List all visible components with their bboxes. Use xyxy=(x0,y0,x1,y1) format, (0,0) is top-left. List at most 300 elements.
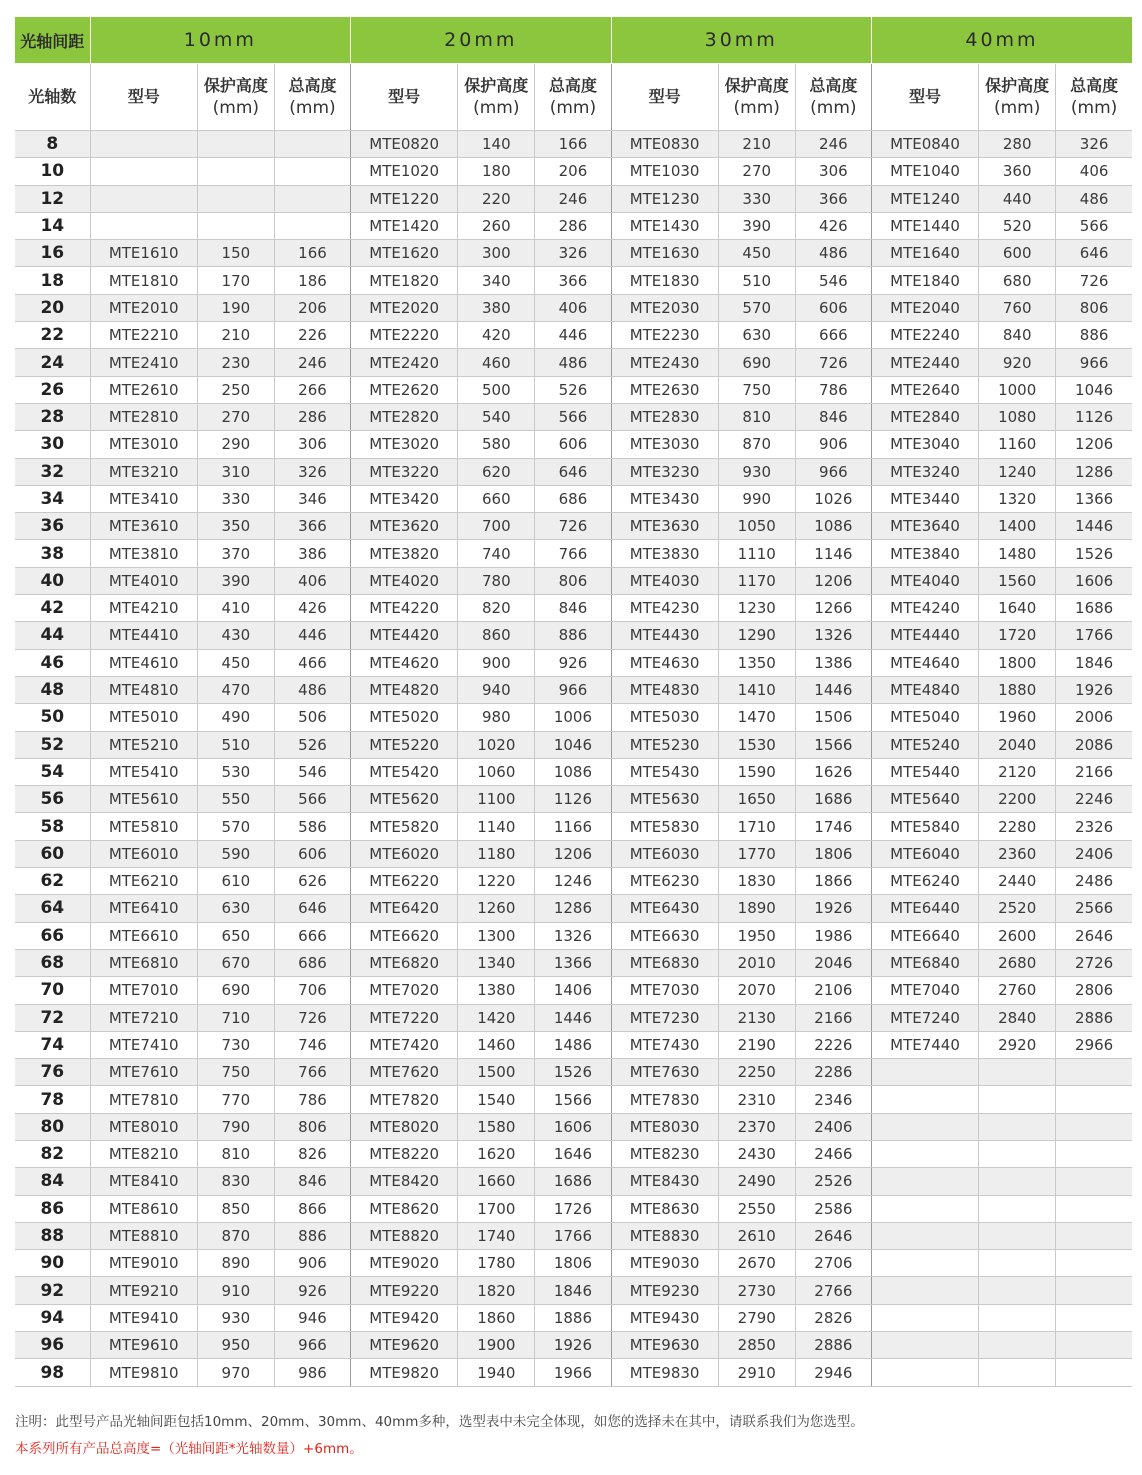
group-header-30mm: 30mm xyxy=(611,17,871,64)
table-row xyxy=(15,1250,1132,1277)
model-cell: MTE3830 xyxy=(611,540,718,567)
model-cell: MTE8630 xyxy=(611,1195,718,1222)
shaft-count-cell: 68 xyxy=(15,949,90,976)
total-height-cell: 666 xyxy=(274,922,350,949)
protect-height-cell: 1240 xyxy=(979,458,1056,485)
table-row xyxy=(15,786,1132,813)
total-height-cell: 2346 xyxy=(795,1086,871,1113)
protect-height-cell: 410 xyxy=(197,595,274,622)
total-height-cell: 306 xyxy=(274,431,350,458)
protect-height-cell: 390 xyxy=(197,567,274,594)
total-height-cell: 946 xyxy=(274,1304,350,1331)
model-cell: MTE6810 xyxy=(90,949,197,976)
protect-height-cell: 2730 xyxy=(718,1277,795,1304)
protect-height-cell: 1710 xyxy=(718,813,795,840)
table-row xyxy=(15,704,1132,731)
model-cell: MTE7810 xyxy=(90,1086,197,1113)
protect-height-cell: 270 xyxy=(197,403,274,430)
model-cell: MTE8830 xyxy=(611,1222,718,1249)
model-cell: MTE9630 xyxy=(611,1332,718,1359)
model-cell: MTE5440 xyxy=(871,758,978,785)
model-cell: MTE6640 xyxy=(871,922,978,949)
model-cell: MTE6840 xyxy=(871,949,978,976)
total-height-cell: 1206 xyxy=(795,567,871,594)
protect-height-cell: 140 xyxy=(458,131,535,158)
model-cell: MTE5820 xyxy=(351,813,458,840)
total-height-cell: 486 xyxy=(1056,185,1132,212)
table-row xyxy=(15,676,1132,703)
shaft-count-cell: 88 xyxy=(15,1222,90,1249)
protect-height-cell: 950 xyxy=(197,1332,274,1359)
protect-height-cell: 550 xyxy=(197,786,274,813)
total-height-cell: 2246 xyxy=(1056,786,1132,813)
protect-height-cell: 600 xyxy=(979,240,1056,267)
shaft-count-cell: 52 xyxy=(15,731,90,758)
model-cell: MTE3640 xyxy=(871,513,978,540)
total-height-cell: 726 xyxy=(274,1004,350,1031)
protect-height-cell: 1020 xyxy=(458,731,535,758)
total-height-cell: 486 xyxy=(274,676,350,703)
total-height-cell: 526 xyxy=(535,376,611,403)
table-row xyxy=(15,1222,1132,1249)
model-cell: MTE1440 xyxy=(871,212,978,239)
protect-height-cell xyxy=(979,1277,1056,1304)
model-cell: MTE5630 xyxy=(611,786,718,813)
model-cell: MTE3430 xyxy=(611,485,718,512)
protect-height-cell: 970 xyxy=(197,1359,274,1386)
protect-height-cell: 570 xyxy=(197,813,274,840)
shaft-count-cell: 48 xyxy=(15,676,90,703)
model-cell: MTE7230 xyxy=(611,1004,718,1031)
protect-height-cell: 760 xyxy=(979,294,1056,321)
shaft-count-cell: 78 xyxy=(15,1086,90,1113)
total-height-cell xyxy=(1056,1304,1132,1331)
model-cell: MTE7630 xyxy=(611,1059,718,1086)
protect-height-cell: 1530 xyxy=(718,731,795,758)
protect-height-cell: 1400 xyxy=(979,513,1056,540)
table-row xyxy=(15,977,1132,1004)
model-cell: MTE3020 xyxy=(351,431,458,458)
model-cell: MTE1240 xyxy=(871,185,978,212)
protect-height-cell: 750 xyxy=(718,376,795,403)
protect-height-cell: 930 xyxy=(718,458,795,485)
total-height-cell: 1326 xyxy=(535,922,611,949)
protect-height-cell: 2360 xyxy=(979,840,1056,867)
total-height-cell xyxy=(1056,1168,1132,1195)
total-height-cell: 726 xyxy=(795,349,871,376)
model-cell: MTE3840 xyxy=(871,540,978,567)
protect-height-cell: 2070 xyxy=(718,977,795,1004)
protect-height-cell xyxy=(979,1140,1056,1167)
model-cell: MTE8410 xyxy=(90,1168,197,1195)
model-cell: MTE2830 xyxy=(611,403,718,430)
table-row xyxy=(15,949,1132,976)
total-height-cell: 966 xyxy=(274,1332,350,1359)
model-cell: MTE4030 xyxy=(611,567,718,594)
total-height-cell xyxy=(274,185,350,212)
protect-height-cell: 340 xyxy=(458,267,535,294)
protect-height-cell: 900 xyxy=(458,649,535,676)
protect-height-cell: 2250 xyxy=(718,1059,795,1086)
total-height-cell: 346 xyxy=(274,485,350,512)
model-cell: MTE5640 xyxy=(871,786,978,813)
protect-height-cell: 2280 xyxy=(979,813,1056,840)
model-cell: MTE3210 xyxy=(90,458,197,485)
protect-height-cell xyxy=(979,1059,1056,1086)
total-height-cell: 626 xyxy=(274,868,350,895)
model-cell: MTE6410 xyxy=(90,895,197,922)
total-height-cell: 1166 xyxy=(535,813,611,840)
model-cell: MTE5210 xyxy=(90,731,197,758)
total-height-cell: 486 xyxy=(535,349,611,376)
protect-height-column-header xyxy=(979,64,1056,131)
protect-height-cell: 1700 xyxy=(458,1195,535,1222)
protect-height-cell: 190 xyxy=(197,294,274,321)
total-height-cell: 366 xyxy=(795,185,871,212)
protect-height-cell: 1770 xyxy=(718,840,795,867)
total-height-cell: 2706 xyxy=(795,1250,871,1277)
table-row xyxy=(15,267,1132,294)
total-height-cell: 226 xyxy=(274,322,350,349)
protect-height-cell: 730 xyxy=(197,1031,274,1058)
total-height-cell: 1286 xyxy=(1056,458,1132,485)
protect-height-label: 保护高度 xyxy=(985,76,1050,95)
protect-height-cell: 1380 xyxy=(458,977,535,1004)
model-cell: MTE2040 xyxy=(871,294,978,321)
total-height-cell: 1926 xyxy=(535,1332,611,1359)
model-cell: MTE6040 xyxy=(871,840,978,867)
model-cell: MTE3820 xyxy=(351,540,458,567)
protect-height-cell: 250 xyxy=(197,376,274,403)
protect-height-cell xyxy=(979,1304,1056,1331)
total-height-cell: 2086 xyxy=(1056,731,1132,758)
protect-height-cell: 810 xyxy=(718,403,795,430)
total-height-label: 总高度 xyxy=(1070,76,1119,95)
shaft-count-cell: 20 xyxy=(15,294,90,321)
total-height-cell: 266 xyxy=(274,376,350,403)
unit-label: (mm) xyxy=(1070,98,1118,118)
protect-height-cell: 1940 xyxy=(458,1359,535,1386)
total-height-cell: 1966 xyxy=(535,1359,611,1386)
model-cell: MTE4820 xyxy=(351,676,458,703)
total-height-cell: 1766 xyxy=(1056,622,1132,649)
shaft-count-cell: 58 xyxy=(15,813,90,840)
unit-label: (mm) xyxy=(473,98,520,118)
protect-height-cell: 2120 xyxy=(979,758,1056,785)
model-cell: MTE8430 xyxy=(611,1168,718,1195)
protect-height-cell: 810 xyxy=(197,1140,274,1167)
total-height-cell: 2766 xyxy=(795,1277,871,1304)
total-height-cell: 1146 xyxy=(795,540,871,567)
model-cell: MTE4220 xyxy=(351,595,458,622)
total-height-cell: 486 xyxy=(795,240,871,267)
total-height-cell: 686 xyxy=(274,949,350,976)
total-height-cell: 806 xyxy=(535,567,611,594)
shaft-count-cell: 38 xyxy=(15,540,90,567)
model-cell: MTE4410 xyxy=(90,622,197,649)
protect-height-cell xyxy=(197,158,274,185)
protect-height-cell: 520 xyxy=(979,212,1056,239)
total-height-cell: 326 xyxy=(535,240,611,267)
model-cell: MTE1830 xyxy=(611,267,718,294)
unit-label: (mm) xyxy=(733,98,780,118)
total-height-cell: 1926 xyxy=(795,895,871,922)
total-height-cell: 1326 xyxy=(795,622,871,649)
protect-height-cell: 430 xyxy=(197,622,274,649)
protect-height-cell: 630 xyxy=(197,895,274,922)
total-height-cell: 2166 xyxy=(1056,758,1132,785)
protect-height-label: 保护高度 xyxy=(464,76,529,95)
model-cell: MTE2810 xyxy=(90,403,197,430)
total-height-cell: 1746 xyxy=(795,813,871,840)
model-cell: MTE6010 xyxy=(90,840,197,867)
model-cell: MTE8810 xyxy=(90,1222,197,1249)
model-cell: MTE1810 xyxy=(90,267,197,294)
total-height-cell: 746 xyxy=(274,1031,350,1058)
protect-height-cell: 990 xyxy=(718,485,795,512)
protect-height-cell: 840 xyxy=(979,322,1056,349)
total-height-column-header xyxy=(535,64,611,131)
total-height-cell: 1446 xyxy=(795,676,871,703)
protect-height-cell: 1100 xyxy=(458,786,535,813)
total-height-cell: 1046 xyxy=(535,731,611,758)
model-cell: MTE2230 xyxy=(611,322,718,349)
model-cell: MTE6430 xyxy=(611,895,718,922)
total-height-cell: 726 xyxy=(535,513,611,540)
table-row xyxy=(15,212,1132,239)
total-height-cell: 806 xyxy=(274,1113,350,1140)
total-height-label: 总高度 xyxy=(809,76,858,95)
protect-height-cell: 660 xyxy=(458,485,535,512)
shaft-count-cell: 62 xyxy=(15,868,90,895)
model-cell: MTE5610 xyxy=(90,786,197,813)
protect-height-cell: 510 xyxy=(718,267,795,294)
protect-height-label: 保护高度 xyxy=(724,76,789,95)
model-cell: MTE2420 xyxy=(351,349,458,376)
table-row xyxy=(15,349,1132,376)
model-column-header: 型号 xyxy=(871,64,978,131)
protect-height-cell: 2190 xyxy=(718,1031,795,1058)
total-height-cell: 906 xyxy=(795,431,871,458)
model-cell: MTE4810 xyxy=(90,676,197,703)
table-row xyxy=(15,485,1132,512)
model-cell: MTE8420 xyxy=(351,1168,458,1195)
total-height-cell: 1086 xyxy=(795,513,871,540)
model-cell: MTE9620 xyxy=(351,1332,458,1359)
model-cell: MTE5620 xyxy=(351,786,458,813)
protect-height-cell: 210 xyxy=(718,131,795,158)
shaft-count-cell: 24 xyxy=(15,349,90,376)
model-cell: MTE1820 xyxy=(351,267,458,294)
model-cell: MTE4430 xyxy=(611,622,718,649)
total-height-cell: 1686 xyxy=(795,786,871,813)
total-height-cell xyxy=(1056,1250,1132,1277)
table-row xyxy=(15,868,1132,895)
model-cell: MTE1020 xyxy=(351,158,458,185)
table-row xyxy=(15,813,1132,840)
protect-height-cell: 870 xyxy=(197,1222,274,1249)
total-height-cell: 1806 xyxy=(795,840,871,867)
total-height-cell: 546 xyxy=(795,267,871,294)
protect-height-cell: 2440 xyxy=(979,868,1056,895)
model-cell: MTE1840 xyxy=(871,267,978,294)
model-cell: MTE3030 xyxy=(611,431,718,458)
total-height-cell: 1026 xyxy=(795,485,871,512)
total-height-cell: 526 xyxy=(274,731,350,758)
protect-height-cell: 2850 xyxy=(718,1332,795,1359)
group-header-20mm: 20mm xyxy=(351,17,611,64)
shaft-count-cell: 74 xyxy=(15,1031,90,1058)
model-cell: MTE3610 xyxy=(90,513,197,540)
shaft-count-cell: 94 xyxy=(15,1304,90,1331)
model-cell: MTE4620 xyxy=(351,649,458,676)
protect-height-cell: 680 xyxy=(979,267,1056,294)
protect-height-cell: 2760 xyxy=(979,977,1056,1004)
protect-height-cell: 1410 xyxy=(718,676,795,703)
protect-height-cell: 2370 xyxy=(718,1113,795,1140)
total-height-cell: 966 xyxy=(535,676,611,703)
total-height-cell: 766 xyxy=(274,1059,350,1086)
total-height-cell: 2046 xyxy=(795,949,871,976)
total-height-cell xyxy=(1056,1113,1132,1140)
model-column-header: 型号 xyxy=(90,64,197,131)
total-height-cell: 986 xyxy=(274,1359,350,1386)
protect-height-cell: 770 xyxy=(197,1086,274,1113)
protect-height-cell: 260 xyxy=(458,212,535,239)
total-height-cell: 1406 xyxy=(535,977,611,1004)
protect-height-cell: 390 xyxy=(718,212,795,239)
protect-height-cell: 910 xyxy=(197,1277,274,1304)
protect-height-column-header xyxy=(197,64,274,131)
model-cell: MTE1220 xyxy=(351,185,458,212)
protect-height-cell: 2550 xyxy=(718,1195,795,1222)
total-height-cell: 186 xyxy=(274,267,350,294)
protect-height-cell: 710 xyxy=(197,1004,274,1031)
model-cell xyxy=(871,1113,978,1140)
protect-height-cell: 270 xyxy=(718,158,795,185)
protect-height-cell: 820 xyxy=(458,595,535,622)
model-cell xyxy=(871,1140,978,1167)
model-cell: MTE6210 xyxy=(90,868,197,895)
protect-height-cell: 360 xyxy=(979,158,1056,185)
model-cell: MTE7240 xyxy=(871,1004,978,1031)
model-cell: MTE4040 xyxy=(871,567,978,594)
total-height-cell: 1206 xyxy=(535,840,611,867)
total-height-cell: 1006 xyxy=(535,704,611,731)
total-height-cell: 326 xyxy=(274,458,350,485)
model-cell: MTE8020 xyxy=(351,1113,458,1140)
model-cell: MTE5040 xyxy=(871,704,978,731)
protect-height-cell: 280 xyxy=(979,131,1056,158)
model-cell: MTE3410 xyxy=(90,485,197,512)
model-cell: MTE7410 xyxy=(90,1031,197,1058)
protect-height-cell: 940 xyxy=(458,676,535,703)
model-cell xyxy=(871,1195,978,1222)
protect-height-cell: 700 xyxy=(458,513,535,540)
model-cell: MTE3040 xyxy=(871,431,978,458)
model-cell: MTE4240 xyxy=(871,595,978,622)
total-height-cell: 766 xyxy=(535,540,611,567)
protect-height-cell: 1720 xyxy=(979,622,1056,649)
total-height-cell: 926 xyxy=(274,1277,350,1304)
total-height-cell: 406 xyxy=(535,294,611,321)
protect-height-cell: 830 xyxy=(197,1168,274,1195)
model-cell: MTE6240 xyxy=(871,868,978,895)
shaft-count-cell: 54 xyxy=(15,758,90,785)
total-height-cell: 606 xyxy=(535,431,611,458)
total-height-cell: 446 xyxy=(274,622,350,649)
protect-height-cell: 1860 xyxy=(458,1304,535,1331)
table-row xyxy=(15,731,1132,758)
shaft-count-cell: 32 xyxy=(15,458,90,485)
shaft-count-cell: 26 xyxy=(15,376,90,403)
total-height-cell: 806 xyxy=(1056,294,1132,321)
total-height-cell: 1446 xyxy=(1056,513,1132,540)
protect-height-cell: 1140 xyxy=(458,813,535,840)
protect-height-cell: 1230 xyxy=(718,595,795,622)
unit-label: (mm) xyxy=(810,98,857,118)
total-height-cell: 1526 xyxy=(535,1059,611,1086)
total-height-cell: 1246 xyxy=(535,868,611,895)
protect-height-cell: 370 xyxy=(197,540,274,567)
protect-height-cell: 850 xyxy=(197,1195,274,1222)
model-cell: MTE2020 xyxy=(351,294,458,321)
protect-height-cell xyxy=(197,212,274,239)
total-height-cell: 1886 xyxy=(535,1304,611,1331)
protect-height-cell xyxy=(979,1250,1056,1277)
unit-label: (mm) xyxy=(549,98,597,118)
total-height-cell xyxy=(274,212,350,239)
total-height-cell: 2406 xyxy=(1056,840,1132,867)
model-cell: MTE6420 xyxy=(351,895,458,922)
shaft-count-cell: 36 xyxy=(15,513,90,540)
protect-height-column-header xyxy=(458,64,535,131)
table-row xyxy=(15,758,1132,785)
table-row xyxy=(15,567,1132,594)
model-cell: MTE7030 xyxy=(611,977,718,1004)
model-cell: MTE5410 xyxy=(90,758,197,785)
table-row xyxy=(15,322,1132,349)
model-cell xyxy=(90,158,197,185)
model-cell: MTE6820 xyxy=(351,949,458,976)
protect-height-cell: 980 xyxy=(458,704,535,731)
shaft-count-cell: 90 xyxy=(15,1250,90,1277)
protect-height-cell: 500 xyxy=(458,376,535,403)
model-cell: MTE8610 xyxy=(90,1195,197,1222)
protect-height-cell: 510 xyxy=(197,731,274,758)
model-cell: MTE1610 xyxy=(90,240,197,267)
protect-height-cell: 1660 xyxy=(458,1168,535,1195)
model-cell: MTE1430 xyxy=(611,212,718,239)
protect-height-cell: 2840 xyxy=(979,1004,1056,1031)
total-height-column-header xyxy=(1056,64,1132,131)
total-height-cell: 646 xyxy=(535,458,611,485)
total-height-cell: 426 xyxy=(274,595,350,622)
total-height-cell: 2646 xyxy=(795,1222,871,1249)
model-cell: MTE6230 xyxy=(611,868,718,895)
protect-height-cell xyxy=(979,1359,1056,1386)
total-height-cell: 726 xyxy=(1056,267,1132,294)
model-cell: MTE0840 xyxy=(871,131,978,158)
spec-table-container xyxy=(15,17,1132,1387)
model-cell: MTE8030 xyxy=(611,1113,718,1140)
model-cell: MTE9410 xyxy=(90,1304,197,1331)
total-height-cell: 466 xyxy=(274,649,350,676)
total-height-cell: 1286 xyxy=(535,895,611,922)
model-cell: MTE5830 xyxy=(611,813,718,840)
table-row xyxy=(15,1304,1132,1331)
shaft-count-cell: 70 xyxy=(15,977,90,1004)
